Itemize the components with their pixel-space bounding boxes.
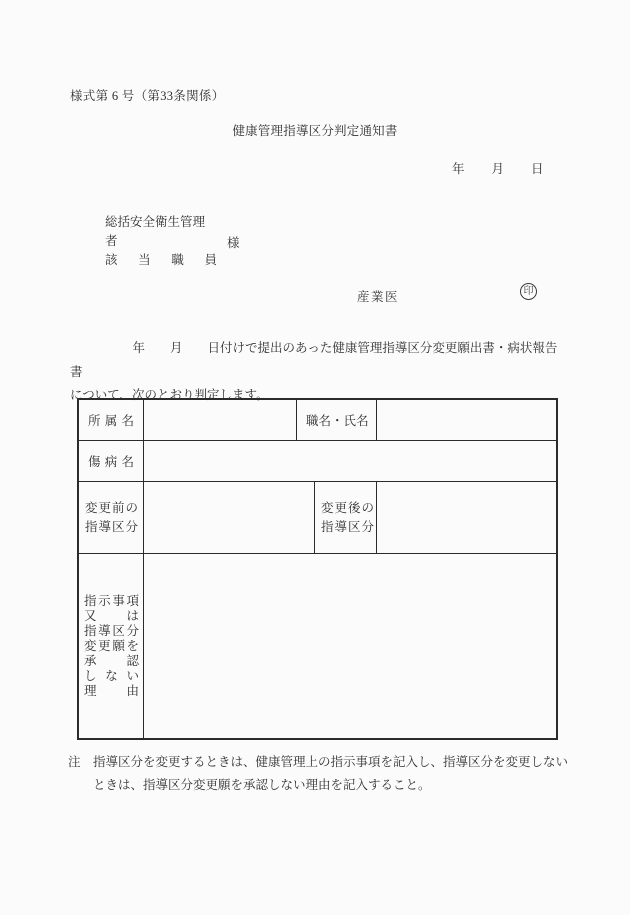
after-label-cell — [315, 482, 377, 554]
addressee-block — [105, 213, 240, 270]
table-row-instructions — [79, 554, 556, 738]
date-line — [452, 159, 544, 177]
issuer-label: 産業医 — [357, 290, 400, 304]
instructions-label-line: 指 示 事 項 — [84, 593, 139, 608]
disease-value-cell — [144, 441, 556, 482]
instructions-label-cell — [79, 554, 144, 738]
before-value-cell — [144, 482, 315, 554]
body-line2: について、次のとおり判定します。 — [70, 388, 269, 402]
addressee-lines — [105, 213, 217, 270]
seal-character: 印 — [523, 285, 534, 297]
instructions-value-cell — [144, 554, 556, 738]
title-name-value-cell — [377, 400, 556, 441]
date-month-label: 月 — [491, 162, 505, 176]
affiliation-value-cell — [144, 400, 297, 441]
footnote-line2: ときは、指導区分変更願を承認しない理由を記入すること。 — [68, 777, 431, 792]
after-label: 変更後の 指導区分 — [321, 500, 376, 534]
date-year-label: 年 — [452, 162, 465, 176]
instructions-label-line: 指 導 区 分 — [84, 623, 139, 638]
form-number: 様式第 6 号（第33条関係） — [70, 89, 225, 103]
seal-stamp-icon — [520, 283, 537, 300]
affiliation-label-cell — [79, 400, 144, 441]
table-row-affiliation — [79, 400, 556, 441]
disease-label: 傷 病 名 — [88, 455, 134, 469]
addressee-line1: 総括安全衛生管理者 — [105, 215, 206, 248]
page-title: 健康管理指導区分判定通知書 — [232, 124, 398, 138]
before-label-cell — [79, 482, 144, 554]
title-name-label: 職 名 ・ 氏 名 — [306, 414, 369, 428]
before-label: 変更前の 指導区分 — [85, 500, 140, 534]
body-paragraph — [70, 337, 568, 408]
judgment-table — [77, 398, 558, 740]
honorific-label: 様 — [227, 235, 240, 250]
disease-label-cell — [79, 441, 144, 482]
instructions-label-line: 変 更 願 を — [84, 638, 139, 653]
affiliation-label: 所 属 名 — [88, 414, 134, 428]
date-day-label: 日 — [531, 162, 544, 176]
table-row-classification — [79, 482, 556, 554]
footnote — [68, 751, 568, 796]
instructions-label-line: 承 認 — [84, 653, 139, 668]
instructions-label — [79, 594, 143, 699]
instructions-label-line: し な い — [84, 668, 139, 683]
after-value-cell — [377, 482, 556, 554]
footnote-line1: 注 指導区分を変更するときは、健康管理上の指示事項を記入し、指導区分を変更しない — [68, 755, 569, 769]
table-row-disease — [79, 441, 556, 482]
instructions-label-line: 理 由 — [84, 683, 139, 698]
instructions-label-line: 又 は — [84, 608, 139, 623]
title-name-label-cell — [297, 400, 377, 441]
body-line1: 年 月 日付けで提出のあった健康管理指導区分変更願出書・病状報告書 — [70, 341, 558, 379]
addressee-line2: 該 当 職 員 — [105, 253, 217, 267]
